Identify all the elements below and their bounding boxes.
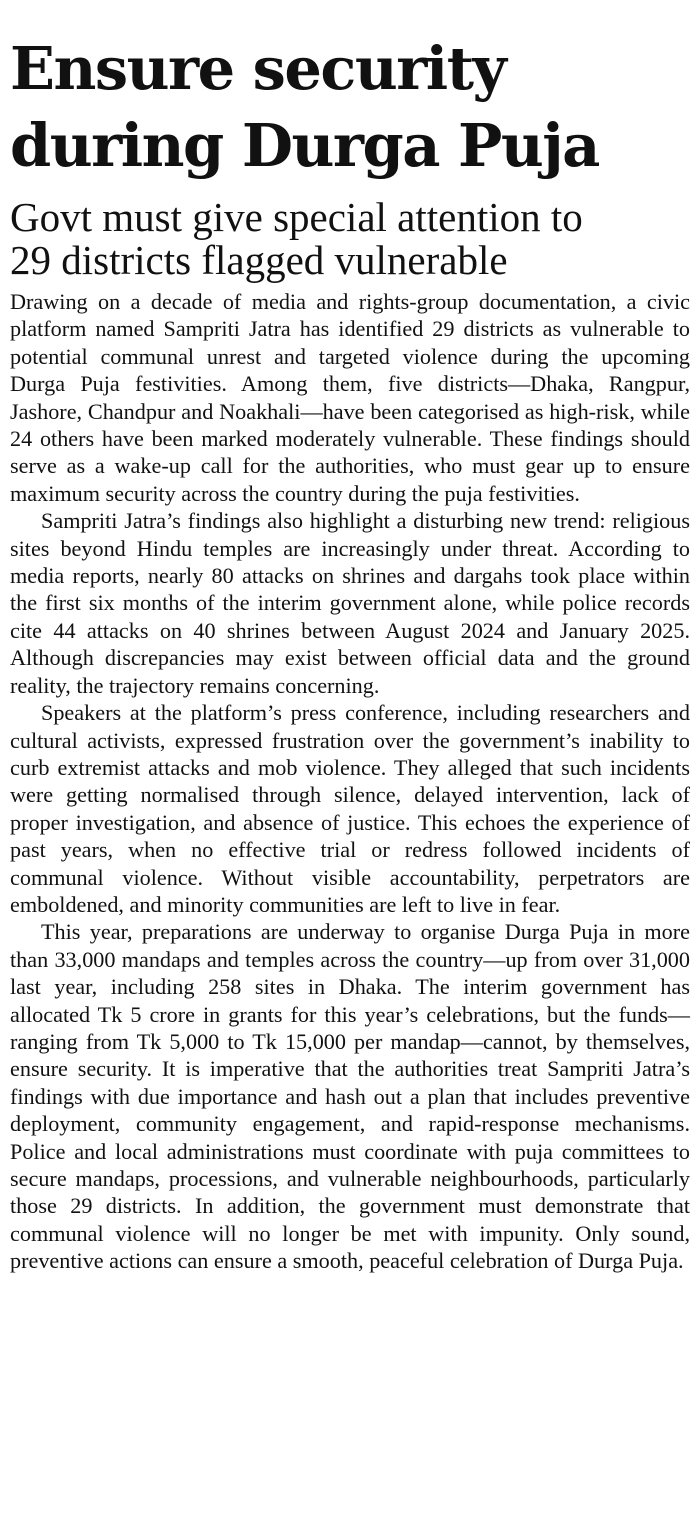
paragraph-1: Drawing on a decade of media and rights-group documentation, a civic platform named Sampriti Jatra has identified 29 districts as vulnerable to potential communal unrest and targeted violence during the upcoming Durga Puja festivities. Among them, five districts—Dhaka, Rangpur, Jashore, Chandpur and Noakhali—have been categorised as high-risk, while 24 others have been marked moderately vulnerable. These findings should serve as a wake-up call for the authorities, who must gear up to ensure maximum security across the country during the puja festivities. (10, 289, 690, 506)
subhead-line-1: Govt must give special attention to (10, 194, 583, 240)
subhead-line-2: 29 districts flagged vulnerable (10, 237, 508, 283)
headline-line-2: during Durga Puja (10, 111, 599, 180)
article-body (10, 288, 690, 1275)
paragraph-3: Speakers at the platform’s press conference, including researchers and cultural activists, expressed frustration over the government’s inability to curb extremist attacks and mob violence. They alleged that such incidents were getting normalised through silence, delayed intervention, lack of proper investigation, and absence of justice. This echoes the experience of past years, when no effective trial or redress followed incidents of communal violence. Without visible accountability, perpetrators are emboldened, and minority communities are left to live in fear. (10, 700, 690, 917)
headline-line-1: Ensure security (10, 34, 506, 103)
headline (10, 30, 690, 184)
subheadline (10, 196, 690, 282)
paragraph-4: This year, preparations are underway to organise Durga Puja in more than 33,000 mandaps and temples across the country—up from over 31,000 last year, including 258 sites in Dhaka. The interim government has allocated Tk 5 crore in grants for this year’s celebrations, but the funds—ranging from Tk 5,000 to Tk 15,000 per mandap—cannot, by themselves, ensure security. It is imperative that the authorities treat Sampriti Jatra’s findings with due importance and hash out a plan that includes preventive deployment, community engagement, and rapid-response mechanisms. Police and local administrations must coordinate with puja committees to secure mandaps, processions, and vulnerable neighbourhoods, particularly those 29 districts. In addition, the government must demonstrate that communal violence will no longer be met with impunity. Only sound, preventive actions can ensure a smooth, peaceful celebration of Durga Puja. (10, 919, 690, 1274)
paragraph-2: Sampriti Jatra’s findings also highlight a disturbing new trend: religious sites beyond Hindu temples are increasingly under threat. According to media reports, nearly 80 attacks on shrines and dargahs took place within the first six months of the interim government alone, while police records cite 44 attacks on 40 shrines between August 2024 and January 2025. Although discrepancies may exist between official data and the ground reality, the trajectory remains concerning. (10, 508, 690, 698)
